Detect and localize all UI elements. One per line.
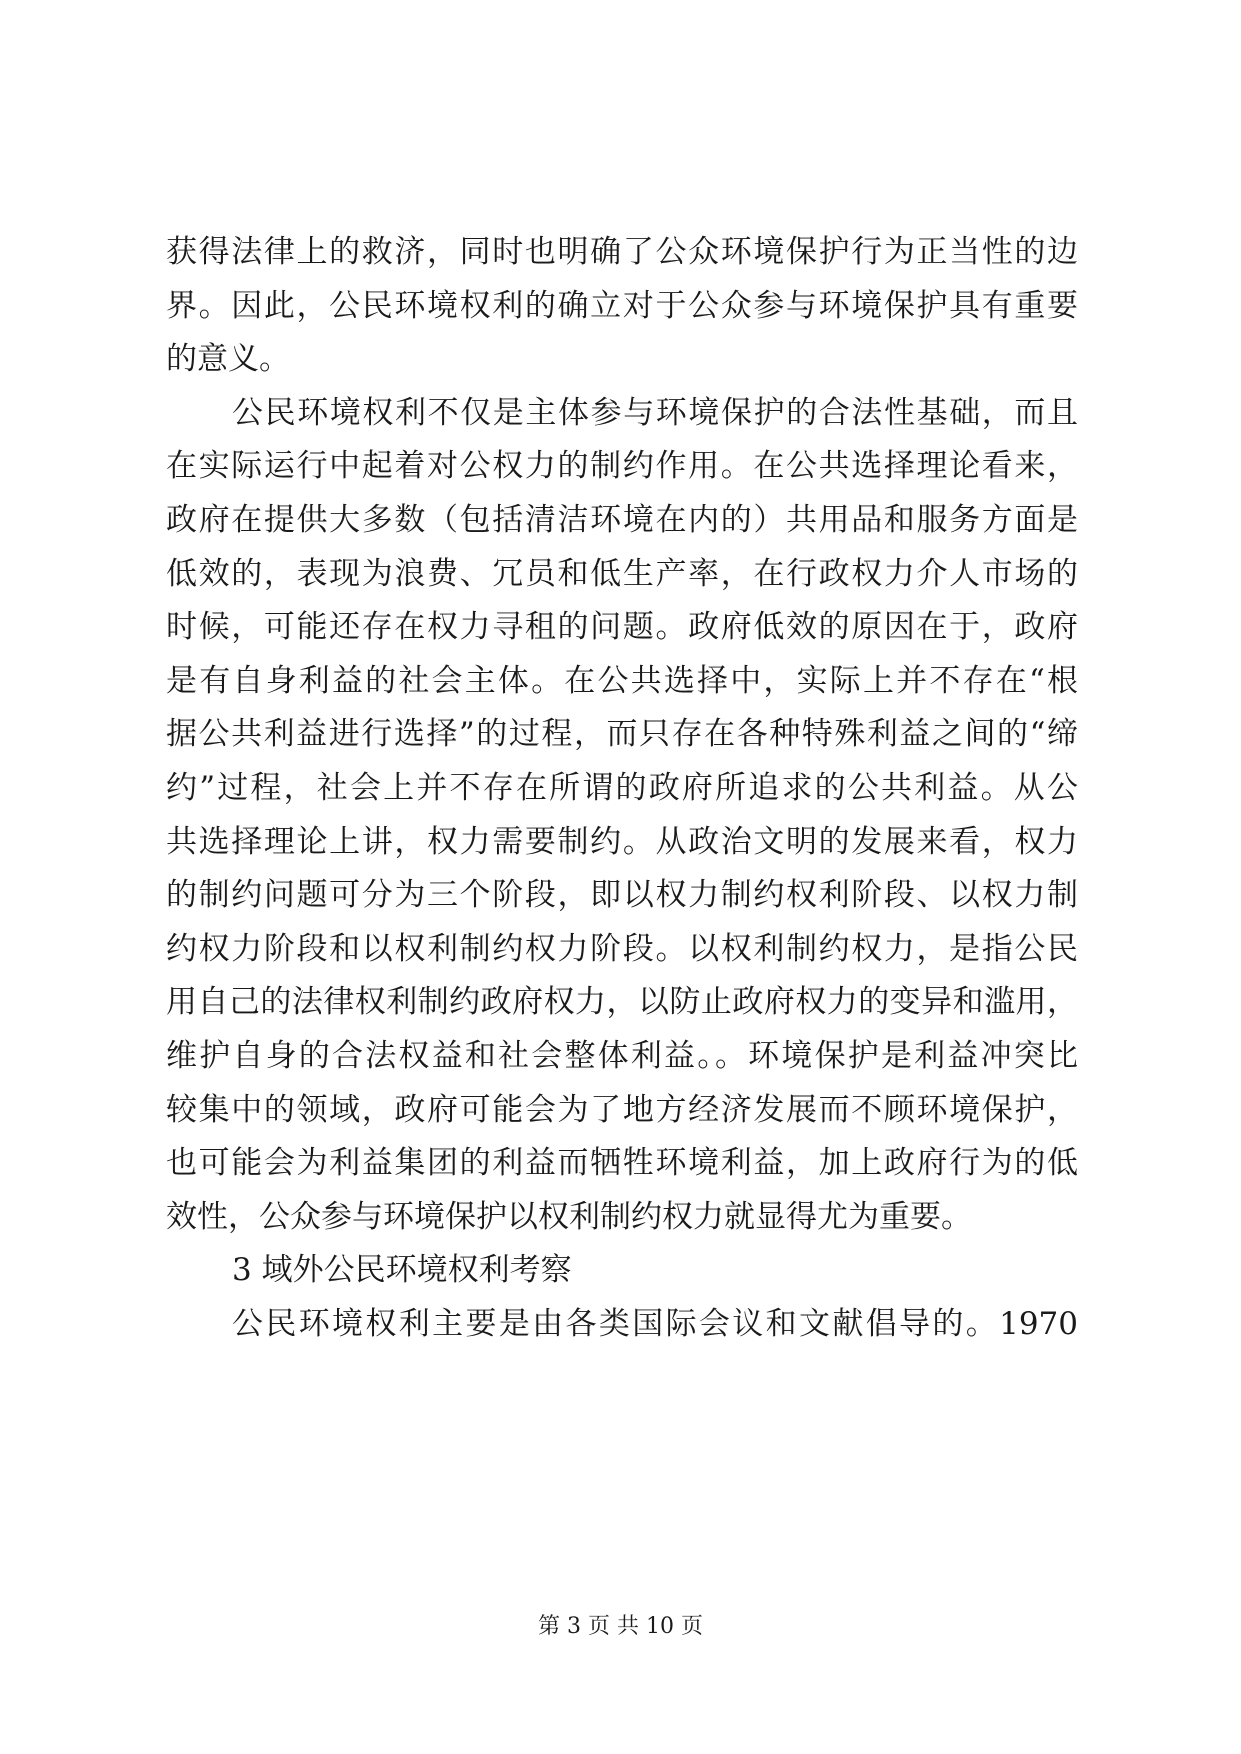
text-line: 据公共利益进行选择”的过程，而只存在各种特殊利益之间的“缔 [166,716,1078,753]
body-text [166,226,1078,1351]
text-line: 政府在提供大多数（包括清洁环境在内的）共用品和服务方面是 [166,501,1078,538]
paragraph-first-line: 公民环境权利不仅是主体参与环境保护的合法性基础，而且 [232,394,1078,431]
text-line: 共选择理论上讲，权力需要制约。从政治文明的发展来看，权力 [166,823,1078,860]
text-line: 约”过程，社会上并不存在所谓的政府所追求的公共利益。从公 [166,769,1078,806]
text-line: 效性，公众参与环境保护以权利制约权力就显得尤为重要。 [166,1198,972,1235]
text-line: 维护自身的合法权益和社会整体利益。。环境保护是利益冲突比 [166,1037,1078,1074]
section-heading: 3 域外公民环境权利考察 [232,1252,572,1289]
text-line: 是有自身利益的社会主体。在公共选择中，实际上并不存在“根 [166,662,1078,699]
text-line: 低效的，表现为浪费、冗员和低生产率，在行政权力介人市场的 [166,555,1078,592]
text-line: 在实际运行中起着对公权力的制约作用。在公共选择理论看来， [166,448,1078,485]
text-line: 约权力阶段和以权利制约权力阶段。以权利制约权力，是指公民 [166,930,1078,967]
text-line: 也可能会为利益集团的利益而牺牲环境利益，加上政府行为的低 [166,1145,1078,1182]
text-line: 用自己的法律权利制约政府权力，以防止政府权力的变异和滥用， [166,984,1078,1021]
text-line: 获得法律上的救济，同时也明确了公众环境保护行为正当性的边 [166,234,1078,270]
page-number-footer: 第 3 页 共 10 页 [538,1614,703,1639]
text-line: 界。因此，公民环境权利的确立对于公众参与环境保护具有重要 [166,287,1078,324]
text-line: 较集中的领域，政府可能会为了地方经济发展而不顾环境保护， [166,1091,1078,1128]
text-line: 的意义。 [166,341,290,378]
text-line: 时候，可能还存在权力寻租的问题。政府低效的原因在于，政府 [166,609,1078,646]
text-line: 的制约问题可分为三个阶段，即以权力制约权利阶段、以权力制 [166,877,1078,914]
paragraph-first-line: 公民环境权利主要是由各类国际会议和文献倡导的。1970 [232,1305,1078,1342]
